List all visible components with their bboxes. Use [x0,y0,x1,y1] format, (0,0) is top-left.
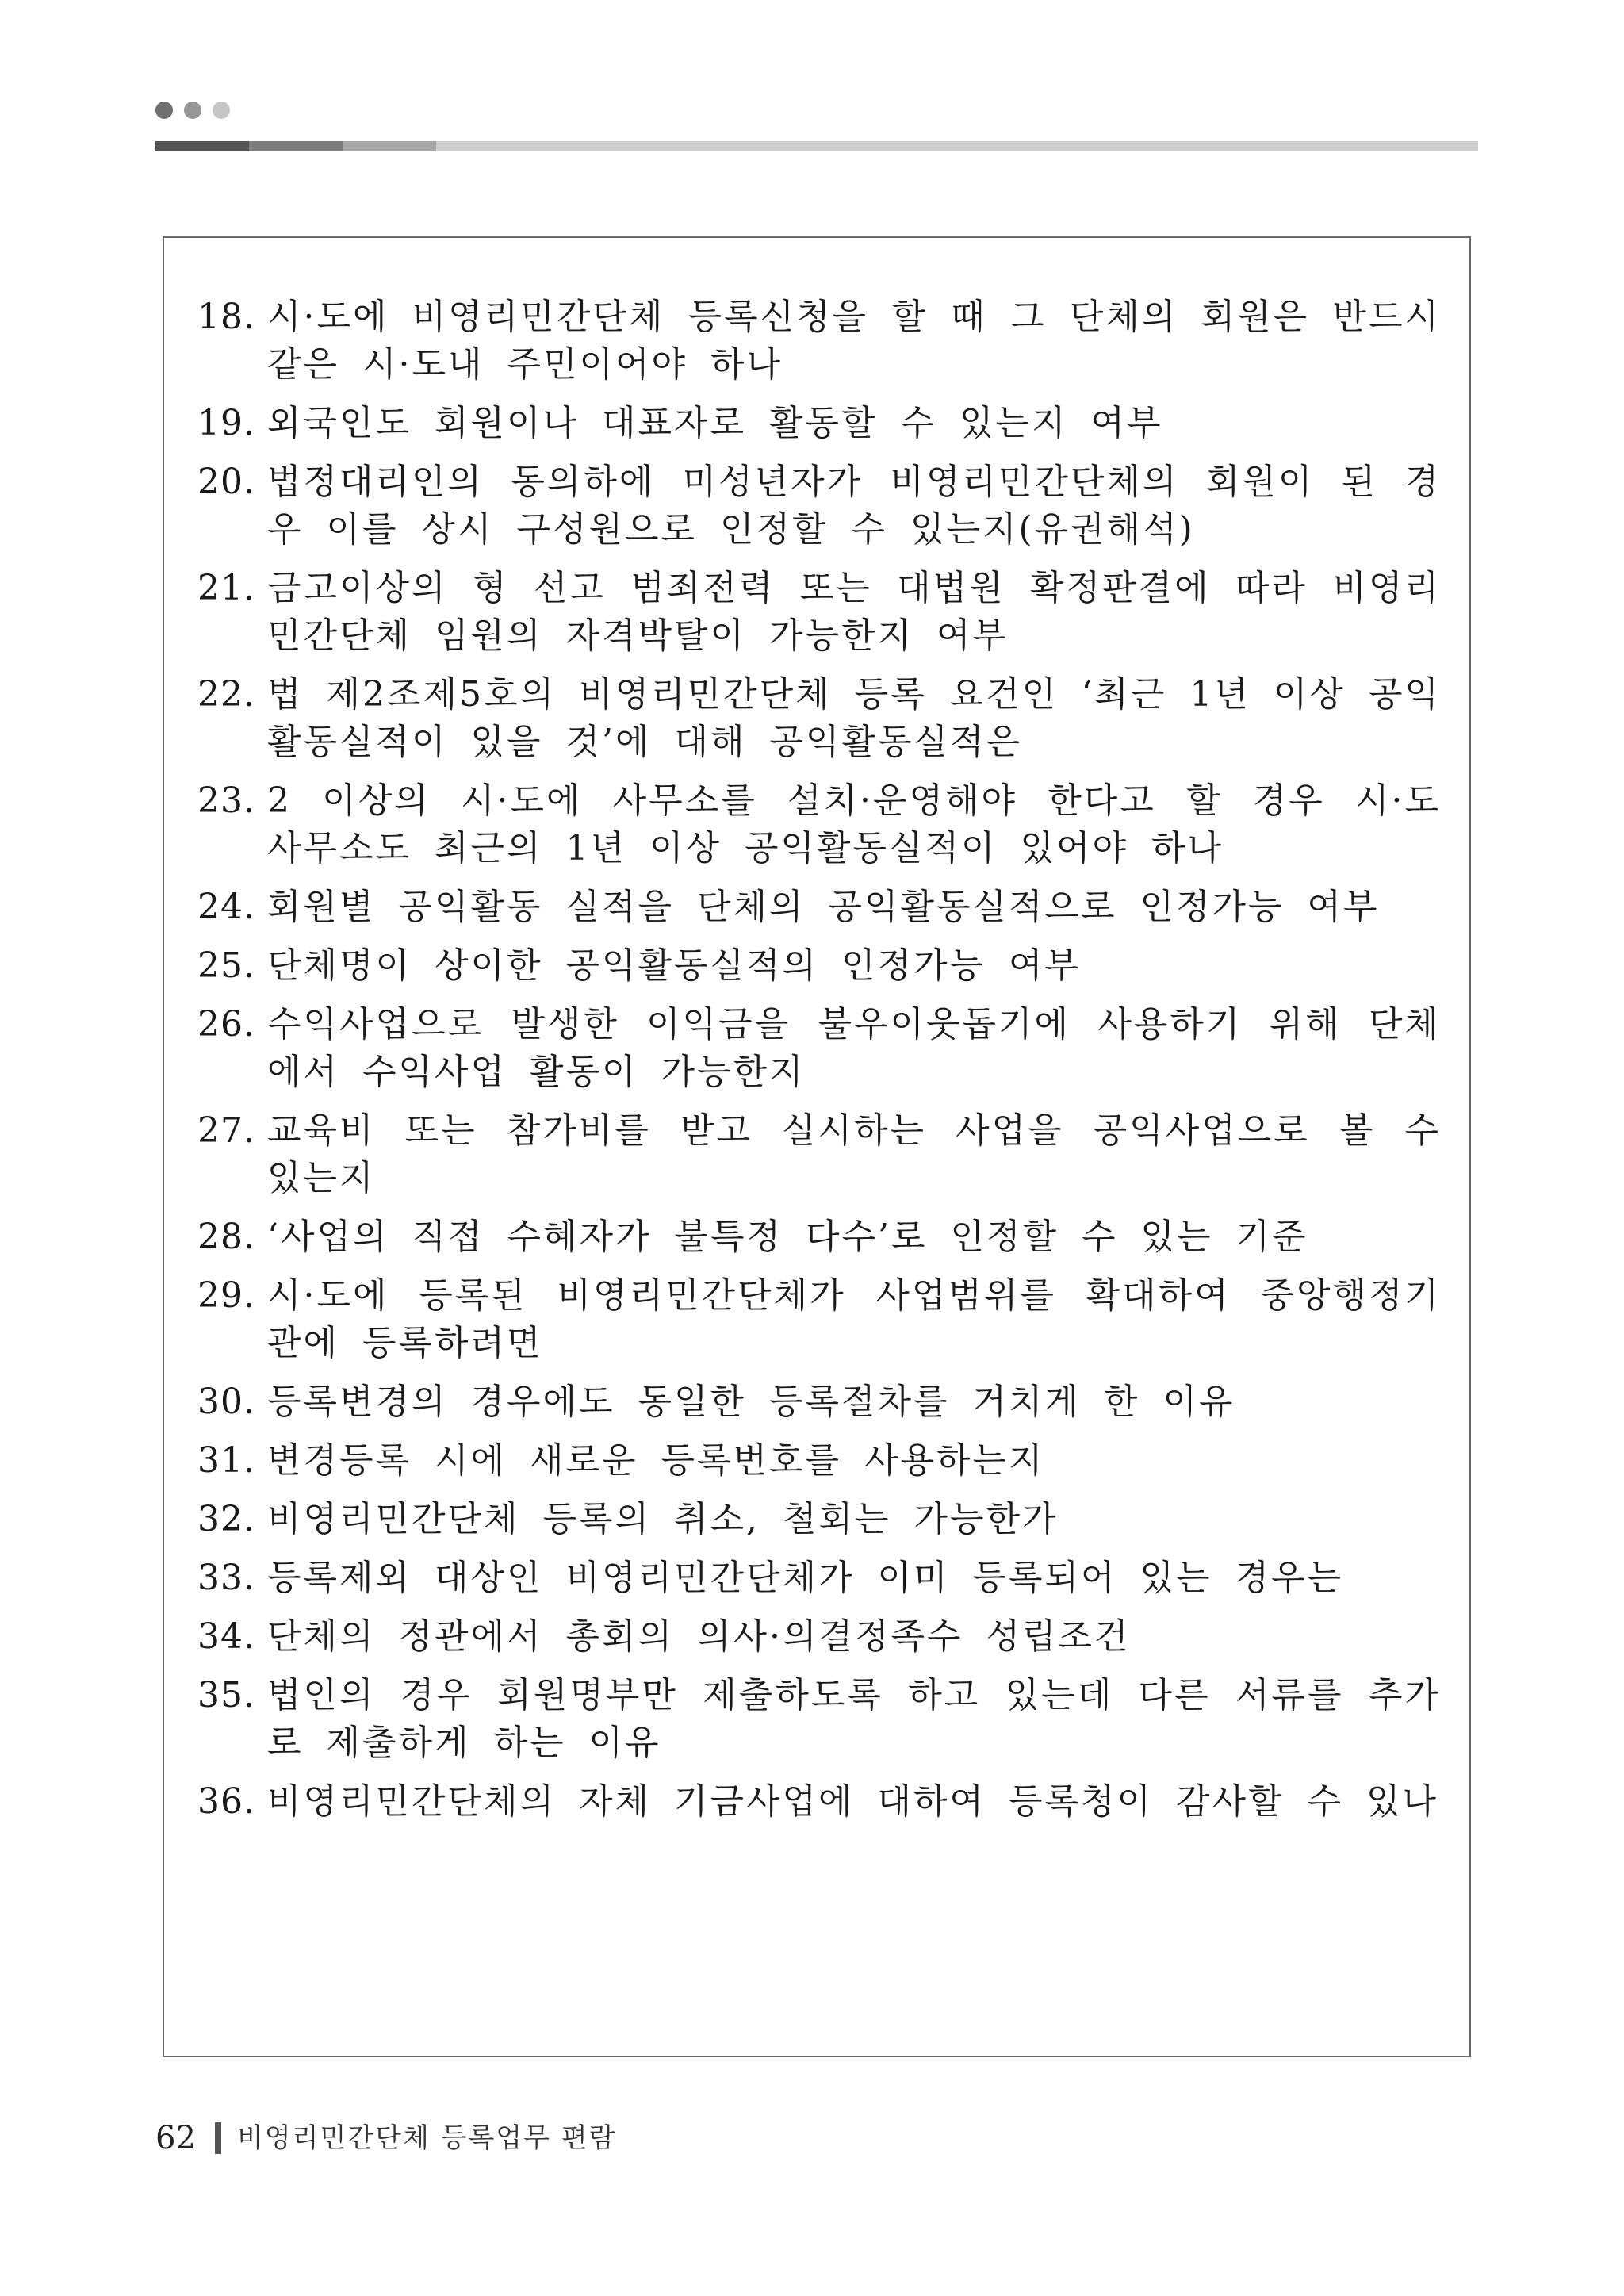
question-number: 29. [197,1275,255,1316]
question-item [197,1672,1441,1767]
question-item [197,293,1441,389]
question-item [197,1378,1441,1426]
question-item [197,671,1441,766]
question-number: 31. [197,1440,255,1481]
question-text: 변경등록 시에 새로운 등록번호를 사용하는지 [267,1440,1045,1481]
header-rule [155,141,1478,151]
question-list [197,293,1441,1837]
footer-title: 비영리민간단체 등록업무 편람 [236,2122,617,2154]
question-item [197,1272,1441,1367]
question-box [163,236,1471,2057]
question-item [197,400,1441,447]
question-item [197,1613,1441,1661]
question-number: 26. [197,1004,255,1045]
page-footer [155,2119,617,2157]
question-text: 단체명이 상이한 공익활동실적의 인정가능 여부 [267,945,1082,986]
question-text: 금고이상의 형 선고 범죄전력 또는 대법원 확정판결에 따라 비영리민간단체 임원의 자격박탈이 가능한지 여부 [267,568,1441,656]
question-number: 27. [197,1110,255,1151]
question-text: 법인의 경우 회원명부만 제출하도록 하고 있는데 다른 서류를 추가로 제출하게 하는 이유 [267,1675,1441,1763]
page-number: 62 [155,2120,196,2156]
question-text: 2 이상의 시·도에 사무소를 설치·운영해야 한다고 할 경우 시·도 사무소도 최근의 1년 이상 공익활동실적이 있어야 하나 [267,780,1441,868]
header-dot [213,102,230,119]
question-text: 법정대리인의 동의하에 미성년자가 비영리민간단체의 회원이 된 경우 이를 상시 구성원으로 인정할 수 있는지(유권해석) [267,462,1441,550]
question-item [197,1496,1441,1543]
question-text: 비영리민간단체 등록의 취소, 철회는 가능한가 [267,1499,1059,1539]
question-number: 28. [197,1217,255,1257]
question-number: 22. [197,674,255,715]
question-item [197,1107,1441,1202]
header-rule-segment [343,141,436,151]
header-dots [155,102,230,119]
question-text: 외국인도 회원이나 대표자로 활동할 수 있는지 여부 [267,403,1163,443]
question-text: 교육비 또는 참가비를 받고 실시하는 사업을 공익사업으로 볼 수 있는지 [267,1110,1441,1198]
question-text: 회원별 공익활동 실적을 단체의 공익활동실적으로 인정가능 여부 [267,887,1380,927]
header-dot [155,102,173,119]
question-text: 시·도에 비영리민간단체 등록신청을 할 때 그 단체의 회원은 반드시 같은 시·도내 주민이어야 하나 [267,297,1441,385]
question-text: 등록제외 대상인 비영리민간단체가 이미 등록되어 있는 경우는 [267,1558,1344,1598]
question-text: 비영리민간단체의 자체 기금사업에 대하여 등록청이 감사할 수 있나 [267,1781,1439,1822]
question-text: 법 제2조제5호의 비영리민간단체 등록 요건인 ‘최근 1년 이상 공익활동실적이 있을 것’에 대해 공익활동실적은 [267,674,1441,762]
question-item [197,884,1441,931]
question-text: 단체의 정관에서 총회의 의사·의결정족수 성립조건 [267,1616,1131,1657]
question-number: 19. [197,403,255,443]
question-number: 34. [197,1616,255,1657]
question-item [197,777,1441,872]
question-number: 30. [197,1382,255,1422]
question-item [197,1437,1441,1485]
question-number: 20. [197,462,255,502]
question-number: 23. [197,780,255,821]
header-dot [184,102,201,119]
question-number: 25. [197,945,255,986]
question-number: 21. [197,568,255,608]
question-number: 18. [197,297,255,337]
question-item [197,942,1441,990]
question-number: 24. [197,887,255,927]
question-number: 35. [197,1675,255,1715]
question-number: 36. [197,1781,255,1822]
question-item [197,1213,1441,1261]
header-rule-segment [249,141,343,151]
footer-divider [215,2122,221,2154]
header-rule-segment [155,141,249,151]
question-item [197,565,1441,660]
question-text: 시·도에 등록된 비영리민간단체가 사업범위를 확대하여 중앙행정기관에 등록하려면 [267,1275,1441,1363]
question-item [197,1001,1441,1096]
question-text: 등록변경의 경우에도 동일한 등록절차를 거치게 한 이유 [267,1382,1235,1422]
header-rule-segment [436,141,1478,151]
question-text: ‘사업의 직접 수혜자가 불특정 다수’로 인정할 수 있는 기준 [267,1217,1308,1257]
question-number: 33. [197,1558,255,1598]
question-item [197,1554,1441,1602]
question-item [197,1778,1441,1826]
question-text: 수익사업으로 발생한 이익금을 불우이웃돕기에 사용하기 위해 단체에서 수익사업 활동이 가능한지 [267,1004,1441,1092]
question-item [197,458,1441,554]
question-number: 32. [197,1499,255,1539]
